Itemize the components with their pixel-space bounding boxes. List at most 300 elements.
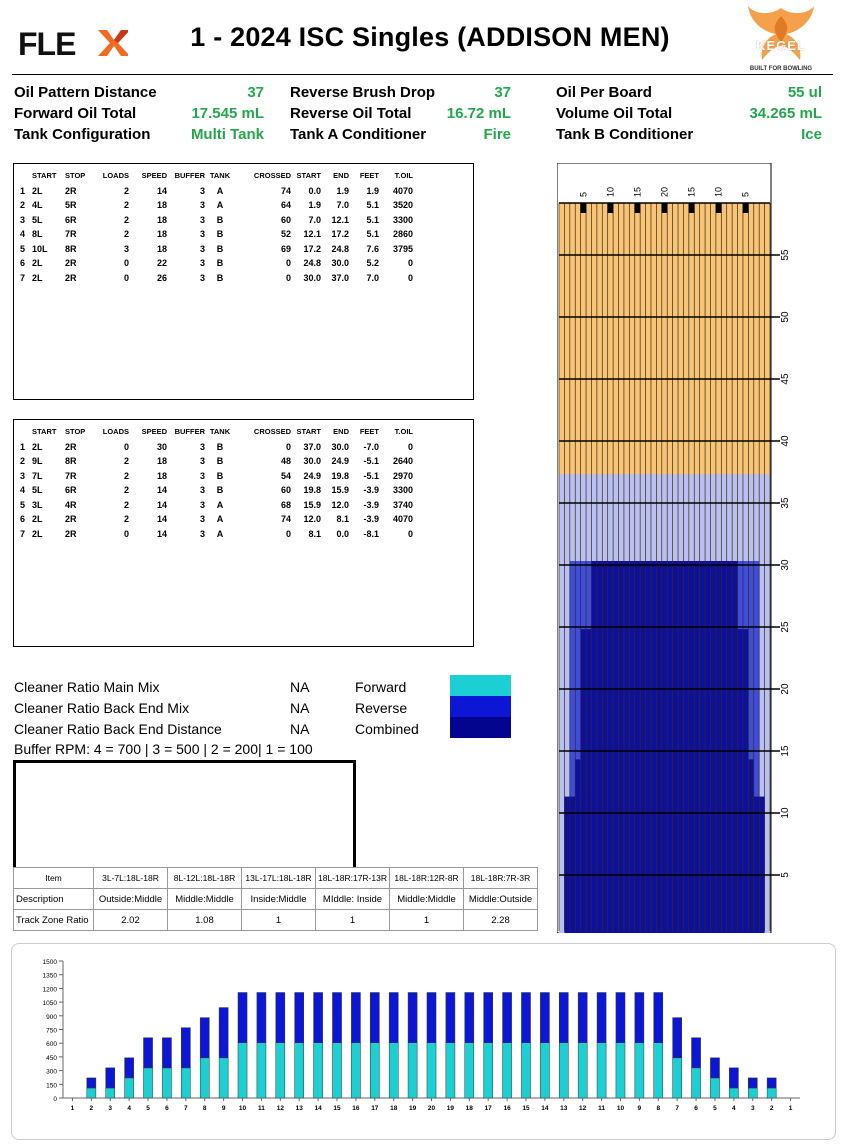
x-tick-label: 14 [541,1105,549,1112]
x-tick-label: 9 [637,1105,642,1112]
table-cell: -3.9 [363,514,379,525]
track-zone-item: 8L-12L:18L-18R [168,868,242,889]
table-cell: 0 [123,258,129,269]
y-tick-label: 1500 [42,959,57,966]
table-cell: 1 [20,185,26,196]
table-cell: 3300 [392,485,413,496]
table-cell: 15.9 [331,485,349,496]
table-cell: 64 [280,200,291,211]
column-header: END [333,426,349,436]
column-header: FEET [359,170,379,180]
bar-forward [125,1078,134,1098]
bar-reverse [540,993,549,1043]
table-cell: 69 [280,243,291,254]
y-tick-label: 300 [46,1068,57,1076]
info-value: 17.545 mL [191,105,264,122]
distance-label: 20 [780,683,791,695]
bar-forward [181,1068,190,1098]
table-cell: 2 [20,200,26,211]
bar-forward [87,1088,96,1098]
bar-forward [465,1043,474,1098]
bar-forward [408,1043,417,1098]
info-value: 34.265 mL [749,105,822,122]
x-tick-label: 12 [579,1105,587,1112]
table-cell: 0.0 [336,528,349,539]
table-row [20,256,413,271]
column-header: T.OIL [394,170,413,180]
table-cell: 18 [156,229,167,240]
forward-loads-panel [13,163,474,400]
bar-forward [729,1088,738,1098]
table-cell: 37.0 [331,272,349,283]
table-header-row [20,169,413,184]
table-cell: 7.6 [366,243,379,254]
x-tick-label: 8 [656,1105,661,1112]
table-cell: 2R [65,272,77,283]
x-tick-label: 4 [732,1105,736,1112]
table-cell: A [216,528,224,539]
table-row [20,454,413,469]
board-label: 5 [578,191,589,197]
x-tick-label: 13 [295,1105,303,1112]
column-header: START [32,170,57,180]
table-cell: 2 [123,200,129,211]
bar-forward [635,1043,644,1098]
flex-logo [18,26,128,60]
table-row [20,469,413,484]
legend-reverse-label: Reverse [355,700,408,716]
bar-forward [748,1088,757,1098]
table-cell: 3L [32,499,43,510]
bar-reverse [106,1068,115,1088]
x-tick-label: 6 [694,1105,698,1112]
y-tick-label: 1050 [42,1000,57,1008]
bar-reverse [87,1078,96,1088]
table-cell: 74 [280,185,291,196]
table-cell: 1.9 [308,200,321,211]
table-cell: 6 [20,258,26,269]
x-tick-label: 2 [89,1105,94,1112]
lane-oil-graph [557,163,830,933]
table-cell: 12.0 [303,514,321,525]
table-cell: 19.8 [303,485,321,496]
bar-reverse [351,993,360,1043]
distance-label: 55 [780,249,791,261]
bar-forward [578,1043,587,1098]
table-cell: 54 [280,470,291,481]
arrow-mark [743,203,749,213]
table-cell: 17.2 [331,229,349,240]
table-cell: 24.8 [331,243,349,254]
info-label: Reverse Oil Total [290,105,412,122]
page-title: 1 - 2024 ISC Singles (ADDISON MEN) [190,22,670,52]
legend-forward-label: Forward [355,679,407,695]
table-cell: 14 [156,185,167,196]
track-zone-item-row [14,868,538,889]
board-label: 15 [632,186,643,197]
track-zone-row-label: Item [14,868,94,889]
bar-reverse [616,993,625,1043]
table-cell: 8.1 [308,528,321,539]
table-cell: -3.9 [363,485,379,496]
track-zone-description: Middle:Middle [390,889,464,910]
track-zone-ratio: 1 [242,910,316,931]
track-zone-description: Inside:Middle [242,889,316,910]
table-cell: 2970 [392,470,413,481]
x-tick-label: 12 [276,1105,284,1112]
x-tick-label: 19 [408,1105,417,1112]
forward-loads-table [20,169,413,285]
column-header: SPEED [141,426,167,436]
bar-reverse [332,993,341,1043]
y-tick-label: 1350 [42,972,57,980]
bar-reverse [276,993,285,1043]
column-header: START [32,426,57,436]
table-cell: 3 [199,272,205,283]
info-value: Multi Tank [190,126,264,143]
x-tick-label: 20 [427,1105,436,1112]
table-row [20,440,413,455]
table-cell: 48 [280,456,291,467]
table-cell: 2R [65,441,77,452]
info-label: Oil Per Board [556,84,652,101]
info-row-1 [14,84,824,104]
arrow-mark [716,203,722,213]
table-cell: 3 [199,258,205,269]
track-zone-ratio: 2.02 [94,910,168,931]
info-label: Tank A Conditioner [290,126,427,143]
bar-reverse [465,993,474,1043]
x-tick-label: 3 [750,1105,755,1112]
x-tick-label: 13 [560,1105,568,1112]
info-label: Reverse Brush Drop [290,84,436,101]
reverse-loads-table [20,425,413,541]
x-tick-label: 18 [390,1105,398,1112]
table-cell: 0 [407,441,413,452]
column-header: TANK [209,426,231,436]
arrow-mark [634,203,640,213]
table-cell: 4R [65,499,77,510]
bar-forward [257,1043,266,1098]
kegel-tagline: BUILT FOR BOWLING [749,66,813,72]
info-label: Tank B Conditioner [556,126,694,143]
table-cell: 74 [280,514,291,525]
bar-forward [314,1043,323,1098]
bar-reverse [314,993,323,1043]
bar-forward [427,1043,436,1098]
bar-reverse [408,993,417,1043]
y-tick-label: 1200 [42,986,57,994]
table-cell: 7R [65,229,77,240]
bar-reverse [578,993,587,1043]
table-cell: 24.9 [303,470,321,481]
bar-reverse [370,993,379,1043]
column-header: BUFFER [174,170,205,180]
table-cell: 4 [20,229,26,240]
table-cell: 2L [32,272,43,283]
table-cell: 2L [32,441,43,452]
table-cell: 17.2 [303,243,321,254]
table-cell: 18 [156,200,167,211]
bar-reverse [446,993,455,1043]
table-cell: 3 [199,470,205,481]
bar-reverse [257,993,266,1043]
table-cell: 3 [199,485,205,496]
table-cell: 0.0 [308,185,321,196]
table-cell: 3 [20,214,26,225]
bar-forward [446,1043,455,1098]
table-cell: 60 [280,485,291,496]
arrow-mark [662,203,668,213]
distance-label: 50 [780,311,791,323]
x-tick-label: 16 [503,1105,511,1112]
track-zone-description: Middle:Outside [464,889,538,910]
table-cell: 1 [20,441,26,452]
table-cell: 5R [65,200,77,211]
table-cell: 5.1 [366,229,379,240]
table-cell: 0 [285,272,291,283]
table-cell: 2640 [392,456,413,467]
table-cell: 19.8 [331,470,349,481]
info-label: Tank Configuration [14,126,151,143]
arrow-mark [580,203,586,213]
table-cell: 60 [280,214,291,225]
column-header: STOP [65,170,86,180]
bar-forward [503,1043,512,1098]
bar-forward [370,1043,379,1098]
track-zone-ratio-row [14,910,538,931]
distance-label: 45 [780,373,791,385]
table-cell: 12.0 [331,499,349,510]
bar-reverse [729,1068,738,1088]
table-cell: 6R [65,214,77,225]
table-cell: 7R [65,470,77,481]
column-header: BUFFER [174,426,205,436]
table-cell: 12.1 [303,229,321,240]
table-cell: B [216,258,224,269]
table-cell: 2 [123,214,129,225]
table-cell: B [216,456,224,467]
notes-box [13,760,356,870]
table-cell: 30.0 [331,258,349,269]
y-tick-label: 600 [46,1041,57,1049]
table-row [20,184,413,199]
table-cell: 0 [407,528,413,539]
bar-reverse [200,1018,209,1058]
bar-forward [351,1043,360,1098]
x-tick-label: 11 [257,1105,265,1112]
bar-reverse [144,1038,153,1068]
track-zone-row-label: Track Zone Ratio [14,910,94,931]
table-cell: 30.0 [331,441,349,452]
column-header: CROSSED [253,170,291,180]
table-cell: 14 [156,485,167,496]
cleaner-back-end-distance-label: Cleaner Ratio Back End Distance [14,721,222,737]
bar-reverse [654,993,663,1043]
table-cell: 30.0 [303,456,321,467]
column-header [20,169,32,184]
bar-reverse [125,1058,134,1078]
table-cell: 7.0 [336,200,349,211]
table-cell: -5.1 [363,456,379,467]
table-cell: B [216,229,224,240]
board-label: 5 [740,191,751,197]
bar-forward [597,1043,606,1098]
x-tick-label: 18 [465,1105,473,1112]
arrow-mark [607,203,613,213]
column-header: LOADS [102,426,129,436]
bar-forward [484,1043,493,1098]
cleaner-main-mix-value: NA [290,679,310,695]
bar-reverse [181,1028,190,1068]
cleaner-back-end-mix-value: NA [290,700,310,716]
table-cell: 24.8 [303,258,321,269]
board-label: 15 [686,186,697,197]
x-tick-label: 1 [788,1105,793,1112]
column-header [20,425,32,440]
x-tick-label: 15 [333,1105,341,1112]
table-cell: 0 [123,528,129,539]
board-label: 20 [659,186,670,197]
bar-forward [276,1043,285,1098]
bar-reverse [295,993,304,1043]
table-cell: -5.1 [363,470,379,481]
track-zone-table [13,867,538,931]
bar-reverse [427,993,436,1043]
x-tick-label: 17 [484,1105,492,1112]
distance-label: 25 [780,621,791,633]
x-tick-label: 16 [352,1105,360,1112]
bar-reverse [692,1038,701,1068]
header-divider [12,74,833,75]
table-cell: 5 [20,243,26,254]
bar-reverse [238,993,247,1043]
table-cell: 5L [32,485,43,496]
column-header: TANK [209,170,231,180]
table-cell: 8L [32,229,43,240]
bar-reverse [162,1038,171,1068]
legend-reverse-swatch [450,696,511,717]
y-tick-label: 0 [53,1096,57,1103]
bar-forward [162,1068,171,1098]
table-cell: 5.2 [366,258,379,269]
buffer-rpm-note: Buffer RPM: 4 = 700 | 3 = 500 | 2 = 200| 1 = 100 [14,741,313,757]
table-cell: B [216,441,224,452]
bar-forward [200,1058,209,1098]
table-cell: 2R [65,185,77,196]
table-cell: 5L [32,214,43,225]
table-cell: 3 [199,200,205,211]
table-cell: 18 [156,214,167,225]
column-header: T.OIL [394,426,413,436]
table-cell: 10L [32,243,48,254]
info-value: 37 [247,84,264,101]
table-cell: 2L [32,258,43,269]
x-tick-label: 10 [616,1105,625,1112]
column-header: CROSSED [253,426,291,436]
board-label: 10 [605,186,616,197]
column-header: SPEED [141,170,167,180]
x-tick-label: 7 [184,1105,188,1112]
x-tick-label: 5 [713,1105,717,1112]
track-zone-item: 18L-18R:17R-13R [316,868,390,889]
column-header: FEET [359,426,379,436]
table-cell: 4L [32,200,43,211]
table-cell: 3 [199,229,205,240]
table-cell: 0 [123,272,129,283]
x-tick-label: 8 [202,1105,207,1112]
table-cell: B [216,470,224,481]
column-header: START [296,426,321,436]
arrow-mark [689,203,695,213]
table-row [20,242,413,257]
table-cell: 14 [156,514,167,525]
column-header: LOADS [102,170,129,180]
cleaner-back-end-distance-value: NA [290,721,310,737]
bar-reverse [710,1058,719,1078]
table-cell: 2R [65,258,77,269]
cleaner-main-mix-label: Cleaner Ratio Main Mix [14,679,160,695]
bar-forward [295,1043,304,1098]
table-cell: 3 [199,499,205,510]
legend-forward-swatch [450,675,511,696]
table-cell: 5.1 [366,214,379,225]
column-header: START [296,170,321,180]
x-tick-label: 5 [146,1105,150,1112]
table-cell: 2R [65,528,77,539]
track-zone-description-row [14,889,538,910]
table-cell: 4070 [392,514,413,525]
table-cell: 3 [20,470,26,481]
column-header: STOP [65,426,86,436]
table-cell: 3 [199,456,205,467]
info-value: Ice [801,126,822,143]
oil-units-bar-chart [25,953,815,1133]
table-cell: A [216,499,224,510]
bar-reverse [673,1018,682,1058]
kegel-wordmark: KEGEL [756,38,806,53]
table-cell: 0 [407,272,413,283]
table-cell: 18 [156,456,167,467]
bar-forward [673,1058,682,1098]
table-cell: 22 [156,258,167,269]
table-cell: 68 [280,499,291,510]
column-header: END [333,170,349,180]
table-cell: 0 [285,258,291,269]
table-cell: 7.0 [308,214,321,225]
bar-forward [710,1078,719,1098]
table-cell: 24.9 [331,456,349,467]
table-cell: 18 [156,470,167,481]
table-cell: 1.9 [336,185,349,196]
bar-forward [521,1043,530,1098]
table-cell: 2 [123,229,129,240]
legend-combined-label: Combined [355,721,419,737]
x-tick-label: 4 [127,1105,131,1112]
table-cell: 6 [20,514,26,525]
table-cell: 9L [32,456,43,467]
table-cell: 2L [32,185,43,196]
table-cell: 15.9 [303,499,321,510]
table-cell: 37.0 [303,441,321,452]
table-cell: A [216,200,224,211]
distance-label: 40 [780,435,791,447]
distance-label: 15 [780,745,791,757]
track-zone-ratio: 1 [316,910,390,931]
info-row-3 [14,126,824,146]
bar-forward [389,1043,398,1098]
track-zone-item: 18L-18R:12R-8R [390,868,464,889]
